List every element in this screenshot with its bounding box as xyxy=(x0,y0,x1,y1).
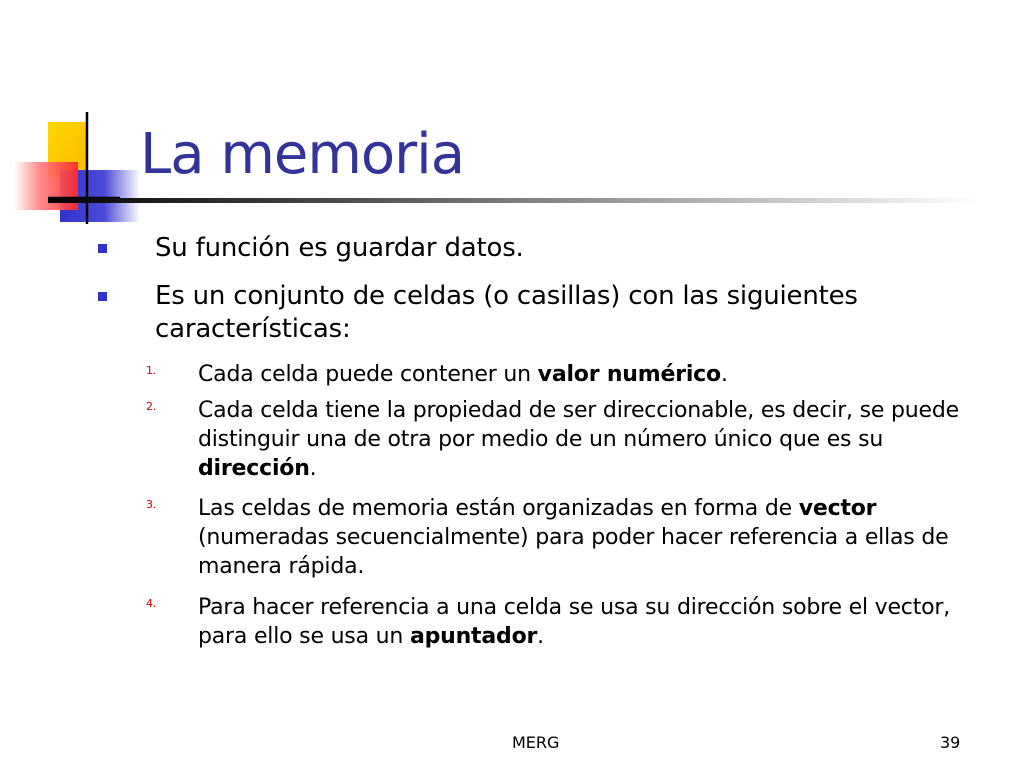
square-bullet-icon xyxy=(98,244,107,253)
numbered-item xyxy=(146,593,988,651)
numbered-item xyxy=(146,494,988,581)
slide-title: La memoria xyxy=(140,122,465,187)
numbered-item xyxy=(146,360,988,389)
item-keyword: vector xyxy=(798,496,877,521)
item-text: Para hacer referencia a una celda se usa su dirección sobre el vector, para ello se usa un xyxy=(198,595,951,649)
bullet-text: Es un conjunto de celdas (o casillas) con las siguientes características: xyxy=(155,281,858,344)
item-text: Cada celda tiene la propiedad de ser direccionable, es decir, se puede distinguir una de otra por medio de un número único que es su xyxy=(198,398,959,452)
item-number: 1. xyxy=(146,364,157,377)
numbered-item xyxy=(146,396,988,483)
item-keyword: valor numérico xyxy=(537,362,721,387)
bullet-text: Su función es guardar datos. xyxy=(155,233,524,263)
item-keyword: dirección xyxy=(198,456,310,481)
item-keyword: apuntador xyxy=(409,624,538,649)
title-underline xyxy=(48,198,978,203)
item-number: 4. xyxy=(146,597,157,610)
bullet-item xyxy=(155,280,985,346)
page-number: 39 xyxy=(940,733,961,752)
item-number: 3. xyxy=(146,498,157,511)
square-bullet-icon xyxy=(98,292,107,301)
bullet-item xyxy=(155,232,995,265)
footer-label: MERG xyxy=(512,733,560,752)
item-text-end: (numeradas secuencialmente) para poder hacer referencia a ellas de manera rápida. xyxy=(198,525,949,579)
item-text: Las celdas de memoria están organizadas en forma de xyxy=(198,496,799,521)
item-number: 2. xyxy=(146,400,157,413)
item-text: Cada celda puede contener un xyxy=(198,362,538,387)
item-text-end: . xyxy=(537,624,544,649)
item-text-end: . xyxy=(720,362,728,387)
item-text-end: . xyxy=(309,456,317,481)
